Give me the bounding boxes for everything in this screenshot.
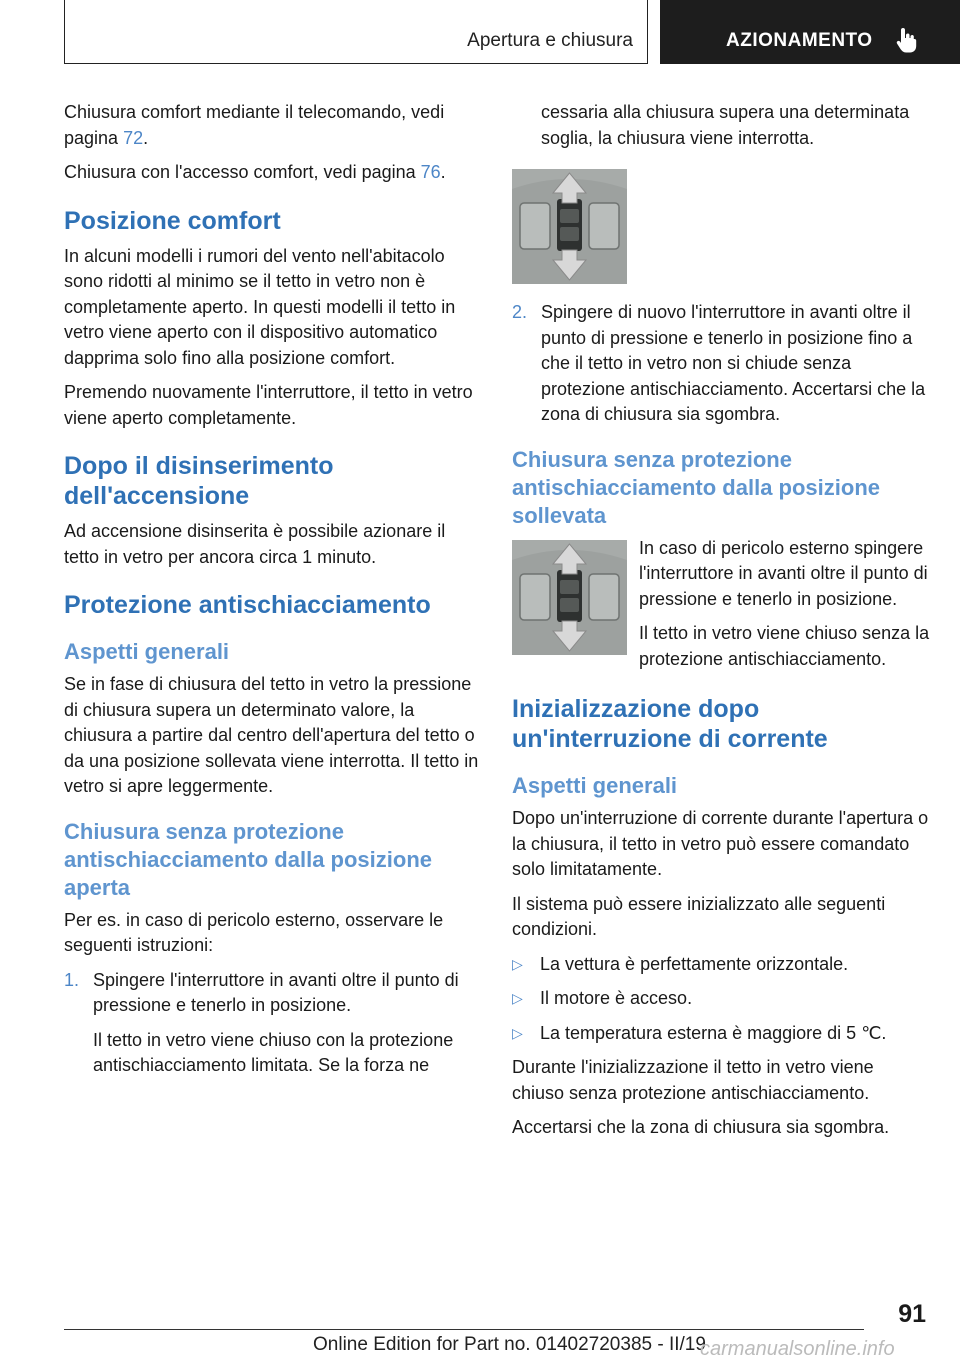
step-note-continued: cessaria alla chiusura supera una determinata soglia, la chiusura viene interrotta. — [541, 102, 910, 148]
list-item-text: Il motore è acceso. — [540, 988, 693, 1008]
header-section-box — [64, 0, 648, 64]
page-link-72[interactable]: 72 — [123, 127, 144, 148]
paragraph-comfort-2: Premendo nuovamente l'interruttore, il tetto in vetro viene aperto completamente. — [64, 382, 473, 428]
header-chapter-tab — [660, 0, 960, 64]
paragraph-init-3: Durante l'inizializzazione il tetto in vetro viene chiuso senza protezione antischiacciamento. — [512, 1057, 874, 1103]
step-number: 2. — [512, 302, 528, 322]
conditions-list — [512, 952, 930, 1047]
paragraph-raised-2: Il tetto in vetro viene chiuso senza la protezione antischiacciamento. — [639, 623, 930, 669]
triangle-bullet-icon: ▷ — [512, 1024, 523, 1041]
page-number: 91 — [898, 1300, 926, 1328]
step-text: Spingere l'interruttore in avanti oltre il punto di pressione e tenerlo in posizione. — [93, 969, 459, 1015]
watermark: carmanualsonline.info — [700, 1338, 895, 1360]
list-item-text: La temperatura esterna è maggiore di 5 ℃. — [540, 1022, 887, 1043]
intro-access-paragraph: Chiusura con l'accesso comfort, vedi pagina 76. — [64, 162, 446, 182]
heading-ignition-off: Dopo il disinserimento dell'accensione — [64, 452, 334, 510]
footer-edition: Online Edition for Part no. 01402720385 - II/19 — [313, 1334, 706, 1355]
roof-switch-image — [512, 169, 627, 284]
list-item — [512, 1021, 930, 1047]
paragraph-general-aspects: Se in fase di chiusura del tetto in vetro la pressione di chiusura supera un determinato valore, la chiusura a partire dal centro dell'apertura del tetto o da una posizione sollevata viene interrotta. Il tetto in vetro si apre leggermente. — [64, 674, 479, 796]
intro-remote-paragraph: Chiusura comfort mediante il telecomando, vedi pagina 72. — [64, 102, 445, 148]
heading-initialization: Inizializzazione dopo un'interruzione di corrente — [512, 695, 828, 753]
list-item — [512, 986, 930, 1012]
footer-divider — [64, 1329, 864, 1330]
steps-list-continued — [512, 300, 930, 428]
page-link-76[interactable]: 76 — [420, 162, 441, 182]
heading-pinch-protection: Protezione antischiacciamento — [64, 591, 431, 619]
paragraph-init-1: Dopo un'interruzione di corrente durante l'apertura o la chiusura, il tetto in vetro può essere comandato solo limitatamente. — [512, 808, 929, 879]
paragraph-raised-1: In caso di pericolo esterno spingere l'interruttore in avanti oltre il punto di pressione e tenerlo in posizione. — [639, 537, 928, 609]
step-text: Spingere di nuovo l'interruttore in avanti oltre il punto di pressione e tenerlo in posizione fino a che il tetto in vetro non si chiude senza protezione antischiacciamento. Accertarsi che la zona di chiusura sia sgombra. — [541, 302, 926, 424]
heading-general-aspects: Aspetti generali — [64, 639, 230, 664]
paragraph-comfort-1: In alcuni modelli i rumori del vento nell'abitacolo sono ridotti al minimo se il tetto in vetro non è completamente aperto. In questi modelli il tetto in vetro viene aperto con il dispositivo automatico dapprima solo fino alla posizione comfort. — [64, 245, 456, 368]
hand-pointer-icon — [894, 26, 920, 54]
step-number: 1. — [64, 969, 80, 990]
list-item-text: La vettura è perfettamente orizzontale. — [540, 953, 849, 974]
paragraph-ignition-off: Ad accensione disinserita è possibile azionare il tetto in vetro per ancora circa 1 minuto. — [64, 521, 446, 567]
header-section-title: Apertura e chiusura — [467, 30, 633, 51]
intro-access-text: Chiusura con l'accesso comfort, vedi pagina — [64, 162, 416, 182]
intro-remote-text: Chiusura comfort mediante il telecomando, vedi pagina — [64, 102, 445, 148]
step-item — [512, 300, 930, 428]
heading-closing-raised-position: Chiusura senza protezione antischiacciamento dalla posizione sollevata — [512, 446, 880, 528]
paragraph-closing-open: Per es. in caso di pericolo esterno, osservare le seguenti istruzioni: — [64, 909, 444, 955]
triangle-bullet-icon: ▷ — [512, 955, 523, 972]
step-item — [64, 968, 482, 1079]
paragraph-init-2: Il sistema può essere inizializzato alle seguenti condizioni. — [512, 893, 886, 939]
raised-position-block — [512, 536, 930, 673]
paragraph-init-4: Accertarsi che la zona di chiusura sia sgombra. — [512, 1117, 890, 1137]
right-column — [512, 100, 930, 1150]
roof-switch-figure-1 — [512, 169, 930, 284]
roof-switch-image — [512, 540, 627, 655]
step-note: Il tetto in vetro viene chiuso con la protezione antischiacciamento limitata. Se la forza ne — [93, 1029, 454, 1075]
heading-closing-open-position: Chiusura senza protezione antischiacciamento dalla posizione aperta — [64, 818, 432, 900]
triangle-bullet-icon: ▷ — [512, 990, 523, 1006]
heading-comfort-position: Posizione comfort — [64, 206, 281, 235]
heading-general-aspects: Aspetti generali — [512, 773, 678, 798]
header-chapter-label: AZIONAMENTO — [726, 30, 873, 51]
steps-list — [64, 968, 482, 1079]
left-column — [64, 100, 482, 1088]
list-item — [512, 952, 930, 978]
